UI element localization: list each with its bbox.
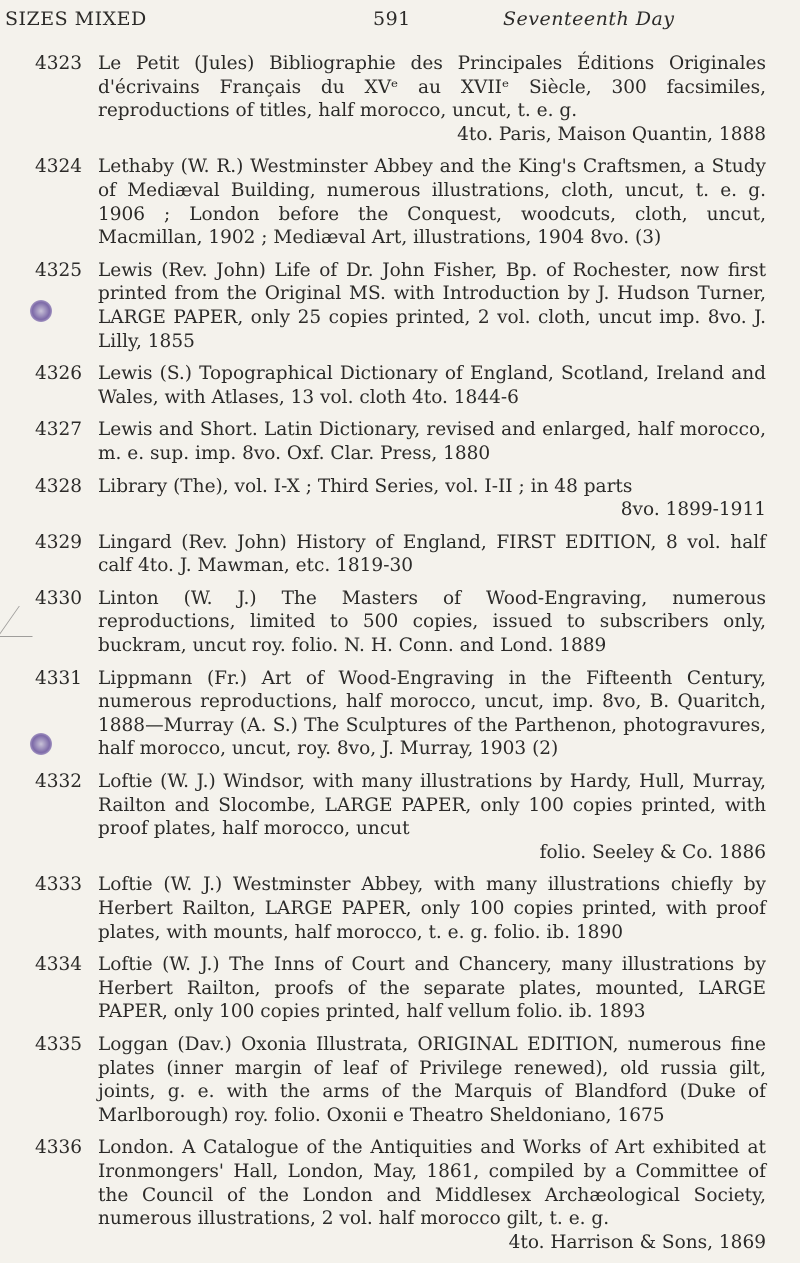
lot-imprint: 4to. Harrison & Sons, 1869 — [508, 1231, 766, 1253]
lot-description: Library (The), vol. I-X ; Third Series, vol. I-II ; in 48 parts — [98, 475, 633, 497]
lot-number: 4336 — [35, 1137, 83, 1159]
lot-description: Loggan (Dav.) Oxonia Illustrata, ORIGINAL EDITION, numerous fine plates (inner margin of leaf of Privilege renewed), old russia gilt, joints, g. e. with the arms of the Marquis of Blandford (Duke of Marlborough) roy. folio. Oxonii e Theatro Sheldoniano, 1675 — [98, 1033, 766, 1126]
running-header — [0, 8, 800, 38]
lot-number: 4324 — [35, 156, 83, 178]
lot-entry — [0, 418, 800, 465]
lot-description: Lewis and Short. Latin Dictionary, revised and enlarged, half morocco, m. e. sup. imp. 8vo. Oxf. Clar. Press, 1880 — [98, 419, 766, 464]
lot-number: 4327 — [35, 419, 83, 441]
lot-number: 4333 — [35, 874, 83, 896]
header-day: Seventeenth Day — [503, 8, 675, 30]
lot-description: Loftie (W. J.) Windsor, with many illustrations by Hardy, Hull, Murray, Railton and Slocombe, LARGE PAPER, only 100 copies printed, with proof plates, half morocco, uncut — [98, 771, 766, 840]
lot-description: London. A Catalogue of the Antiquities and Works of Art exhibited at Ironmongers' Hall, London, May, 1861, compiled by a Committee of the Council of the London and Middlesex Archæological Society, numerous illustrations, 2 vol. half morocco gilt, t. e. g. — [98, 1137, 766, 1230]
lot-number: 4330 — [35, 587, 83, 609]
lot-description: Lingard (Rev. John) History of England, FIRST EDITION, 8 vol. half calf 4to. J. Mawman, etc. 1819-30 — [98, 531, 766, 577]
lot-number: 4335 — [35, 1033, 83, 1055]
lot-imprint: folio. Seeley & Co. 1886 — [539, 841, 766, 863]
lot-number: 4328 — [35, 475, 83, 497]
lot-entry — [0, 1033, 800, 1127]
lot-number: 4334 — [35, 954, 83, 976]
lot-entry — [0, 953, 800, 1024]
lot-entry — [0, 259, 800, 353]
lot-entry — [0, 667, 800, 761]
header-sizes: SIZES MIXED — [5, 8, 147, 30]
lot-number: 4331 — [35, 667, 83, 689]
lot-entry — [0, 155, 800, 249]
lot-entry — [0, 475, 800, 522]
lot-entry — [0, 531, 800, 578]
lot-description: Lewis (Rev. John) Life of Dr. John Fisher, Bp. of Rochester, now first printed from the Original MS. with Introduction by J. Hudson Turner, LARGE PAPER, only 25 copies printed, 2 vol. cloth, uncut imp. 8vo. J. Lilly, 1855 — [98, 259, 766, 352]
lot-number: 4325 — [35, 259, 83, 281]
lot-number: 4323 — [35, 53, 83, 74]
lot-entry — [0, 1136, 800, 1254]
lot-entry — [0, 362, 800, 409]
lot-number: 4326 — [35, 363, 83, 385]
lot-description: Le Petit (Jules) Bibliographie des Principales Éditions Originales d'écrivains Français du XVᵉ au XVIIᵉ Siècle, 300 facsimiles, reproductions of titles, half morocco, uncut, t. e. g. — [98, 53, 766, 122]
lot-description: Linton (W. J.) The Masters of Wood-Engraving, numerous reproductions, limited to 500 copies, issued to subscribers only, buckram, uncut roy. folio. N. H. Conn. and Lond. 1889 — [98, 587, 766, 657]
lot-imprint: 8vo. 1899-1911 — [620, 499, 766, 521]
lot-number: 4329 — [35, 531, 83, 553]
lot-description: Lewis (S.) Topographical Dictionary of England, Scotland, Ireland and Wales, with Atlases, 13 vol. cloth 4to. 1844-6 — [98, 363, 766, 408]
page-number: 591 — [373, 8, 411, 30]
lot-imprint: 4to. Paris, Maison Quantin, 1888 — [457, 123, 766, 145]
lot-description: Lippmann (Fr.) Art of Wood-Engraving in the Fifteenth Century, numerous reproductions, half morocco, uncut, imp. 8vo, B. Quaritch, 1888—Murray (A. S.) The Sculptures of the Parthenon, photogravures, half morocco, uncut, roy. 8vo, J. Murray, 1903 (2) — [98, 667, 766, 760]
lot-list — [0, 52, 800, 1263]
lot-entry — [0, 587, 800, 658]
lot-entry — [0, 52, 800, 146]
lot-entry — [0, 770, 800, 864]
lot-number: 4332 — [35, 771, 83, 793]
lot-description: Lethaby (W. R.) Westminster Abbey and the King's Craftsmen, a Study of Mediæval Building, numerous illustrations, cloth, uncut, t. e. g. 1906 ; London before the Conquest, woodcuts, cloth, uncut, Macmillan, 1902 ; Mediæval Art, illustrations, 1904 8vo. (3) — [98, 156, 766, 249]
lot-description: Loftie (W. J.) Westminster Abbey, with many illustrations chiefly by Herbert Railton, LARGE PAPER, only 100 copies printed, with proof plates, with mounts, half morocco, t. e. g. folio. ib. 1890 — [98, 874, 766, 943]
lot-description: Loftie (W. J.) The Inns of Court and Chancery, many illustrations by Herbert Railton, proofs of the separate plates, mounted, LARGE PAPER, only 100 copies printed, half vellum folio. ib. 1893 — [98, 954, 766, 1023]
lot-entry — [0, 873, 800, 944]
